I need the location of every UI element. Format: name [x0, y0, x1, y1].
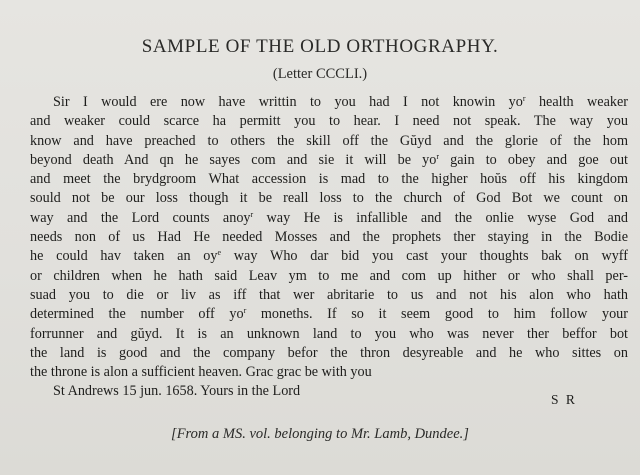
letter-dateline: St Andrews 15 jun. 1658. Yours in the Lord	[53, 383, 301, 400]
letter-line: the throne is alon a sufficient heaven. Grac grac be with you	[30, 364, 372, 381]
letter-line: forrunner and gŭyd. It is an unknown land to you who was never ther beffor bot	[30, 325, 628, 342]
letter-line: Sir I would ere now have writtin to you had I not knowin $yo^r$ health weaker	[53, 94, 628, 110]
letter-line: determined the number off $yo^r$ moneths. If so it seem good to him follow your	[30, 306, 628, 323]
letter-number: (Letter CCCLI.)	[272, 66, 368, 82]
letter-line: he could hav taken an $oy^e$ way Who dar bid you cast your thoughts bak on wyff	[30, 248, 628, 265]
letter-line: sould not be our loss though it be reall loss to the church of God Bot we count on	[30, 190, 628, 207]
letter-line: suad you to die or liv as iff that wer abritarie to us and not his alon who hath	[30, 286, 628, 303]
source-note: [From a MS. vol. belonging to Mr. Lamb, Dundee.]	[171, 426, 469, 442]
letter-line: know and have preached to others the skill off the Gŭyd and the glorie of the hom	[30, 132, 628, 149]
letter-line: or children when he hath said Leav ym to me and com up hither or who shall per-	[30, 267, 628, 284]
letter-line: needs non of us Had He needed Mosses and the prophets ther staying in the Bodie	[30, 229, 628, 246]
letter-line: beyond death And qn he sayes com and sie it will be $yo^r$ gain to obey and goe out	[30, 151, 628, 168]
signature: S R	[551, 392, 577, 407]
page-title: SAMPLE OF THE OLD ORTHOGRAPHY.	[141, 36, 499, 57]
letter-line: and weaker could scarce ha permitt you to hear. I need not speak. The way you	[30, 113, 628, 130]
letter-line: the land is good and the company befor the thron desyreable and he who sittes on	[30, 344, 628, 361]
letter-line: way and the Lord counts anoy$^r$ way He is infallible and the onlie wyse God and	[30, 209, 628, 226]
letter-body	[30, 93, 628, 402]
letter-line: and meet the brydgroom What accession is mad to the higher hoŭs off his kingdom	[30, 171, 628, 188]
